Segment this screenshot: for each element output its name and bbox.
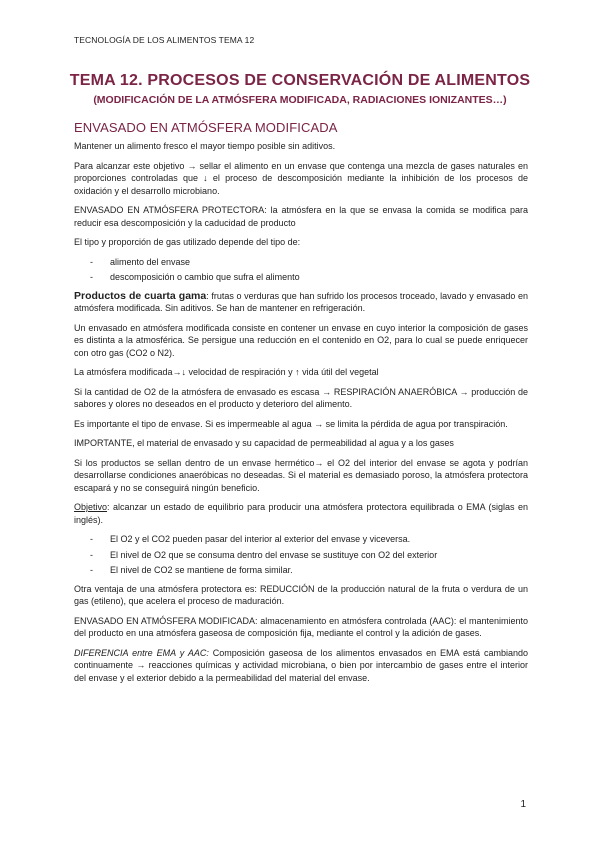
paragraph: ENVASADO EN ATMÓSFERA PROTECTORA: la atmósfera en la que se envasa la comida se modifica para reducir esa descomposición y la caducidad de producto	[74, 205, 528, 228]
paragraph-text: : alcanzar un estado de equilibrio para producir una atmósfera protectora equilibrada o EMA (siglas en inglés).	[74, 502, 528, 525]
paragraph	[74, 501, 528, 526]
section-title: ENVASADO EN ATMÓSFERA MODIFICADA	[74, 120, 338, 135]
page-title: TEMA 12. PROCESOS DE CONSERVACIÓN DE ALIMENTOS	[69, 72, 531, 89]
body-text	[74, 140, 528, 691]
underlined-term: Objetivo	[74, 502, 108, 512]
list-item: - El nivel de CO2 se mantiene de forma similar.	[74, 564, 528, 577]
list-item: - El O2 y el CO2 pueden pasar del interior al exterior del envase y viceversa.	[74, 533, 528, 546]
page-subtitle: (MODIFICACIÓN DE LA ATMÓSFERA MODIFICADA, RADIACIONES IONIZANTES…)	[93, 94, 507, 106]
page-number: 1	[520, 799, 526, 810]
paragraph: Es importante el tipo de envase. Si es impermeable al agua → se limita la pérdida de agua por transpiración.	[74, 418, 508, 429]
list-item: - alimento del envase	[74, 256, 528, 269]
paragraph	[74, 290, 528, 315]
list-item: - El nivel de O2 que se consuma dentro del envase se sustituye con O2 del exterior	[74, 549, 528, 562]
paragraph-text: : frutas o verduras que han sufrido los procesos troceado, lavado y envasado en atmósfera modificada. Sin aditivos. Se han de mantener en refrigeración.	[74, 290, 528, 313]
paragraph: ENVASADO EN ATMÓSFERA MODIFICADA: almacenamiento en atmósfera controlada (AAC): el mantenimiento del producto en una atmósfera gaseosa de composición fija, mediante el control y la adición de gases.	[74, 615, 528, 638]
paragraph: Si los productos se sellan dentro de un envase hermético→ el O2 del interior del envase se agota y podrían desarrollarse condiciones anaeróbicas no deseadas. Si el material es demasiado poroso, la atmósfera protectora escapará y no se conseguirá ningún beneficio.	[74, 457, 528, 493]
bold-term: Productos de cuarta gama	[74, 289, 207, 302]
paragraph: El tipo y proporción de gas utilizado depende del tipo de:	[74, 237, 301, 247]
paragraph: Si la cantidad de O2 de la atmósfera de envasado es escasa → RESPIRACIÓN ANAERÓBICA → producción de sabores y olores no deseados en el producto y deterioro del alimento.	[74, 386, 528, 409]
paragraph: IMPORTANTE, el material de envasado y su capacidad de permeabilidad al agua y a los gases	[74, 438, 454, 448]
bullet-list	[74, 256, 528, 284]
paragraph: Mantener un alimento fresco el mayor tiempo posible sin aditivos.	[74, 141, 336, 151]
paragraph: Un envasado en atmósfera modificada consiste en contener un envase en cuyo interior la composición de gases es distinta a la atmosférica. Se persigue una reducción en el contenido en O2, para lo cual se puede enriquecer con otro gas (CO2 o N2).	[74, 322, 528, 358]
paragraph-text: Composición gaseosa de los alimentos envasados en EMA está cambiando continuamente → reacciones químicas y actividad microbiana, o bien por intercambio de gases entre el interior del envase y el exterior debido a la permeabilidad del material del envase.	[74, 647, 528, 683]
italic-term: DIFERENCIA entre EMA y AAC:	[74, 647, 209, 658]
bullet-list	[74, 533, 528, 577]
running-header: TECNOLOGÍA DE LOS ALIMENTOS TEMA 12	[74, 35, 255, 45]
list-item: - descomposición o cambio que sufra el alimento	[74, 271, 528, 284]
paragraph: Otra ventaja de una atmósfera protectora es: REDUCCIÓN de la producción natural de la fruta o verdura de un gas (etileno), que acelera el proceso de maduración.	[74, 583, 528, 606]
paragraph: Para alcanzar este objetivo → sellar el alimento en un envase que contenga una mezcla de gases naturales en proporciones controladas que ↓ el proceso de descomposición mediante la inhibición de los procesos de oxidación y el desarrollo microbiano.	[74, 160, 528, 196]
paragraph	[74, 647, 528, 685]
paragraph: La atmósfera modificada→↓ velocidad de respiración y ↑ vida útil del vegetal	[74, 367, 379, 377]
